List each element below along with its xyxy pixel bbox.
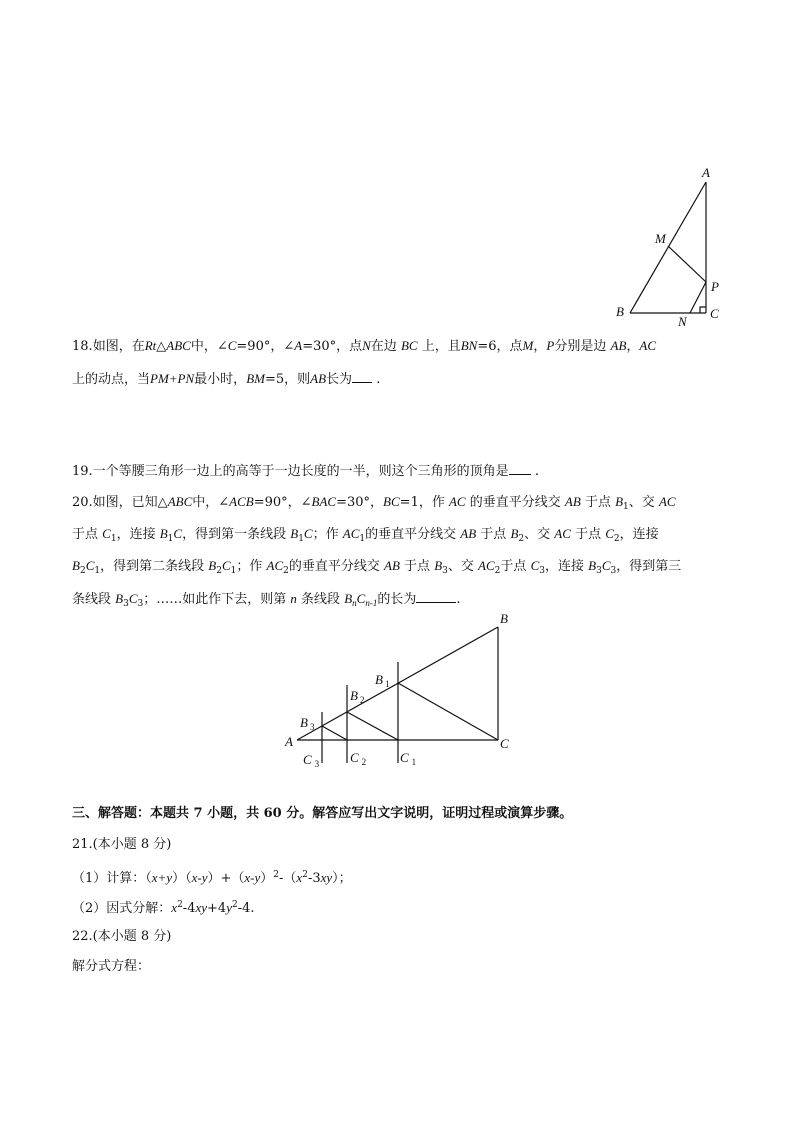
fig20-label-a: A [285, 734, 293, 749]
answer-blank-18[interactable] [352, 370, 372, 383]
q21-part-1: （1）计算：$(x+y)(x-y)+(x-y)^2-(x^2-3xy)$； [72, 870, 352, 886]
figure-20 [297, 627, 498, 763]
fig20-segment-b3c2 [322, 726, 347, 740]
answer-blank-20[interactable] [416, 590, 456, 603]
fig20-label-b2: B $_2$ [350, 688, 365, 705]
fig18-segment-pn [690, 282, 706, 313]
q21-part-2: （2）因式分解：$x^2-4xy+4y^2-4$. [72, 900, 255, 916]
q20-line-4: 条线段 $B_3C_3$；……如此作下去，则第 n 条线段 $B_nC_{n-1}$的长为 . [72, 591, 461, 609]
fig20-label-b1: B $_1$ [375, 672, 390, 689]
q18-line-2: 上的动点，当PM+PN最小时，BM=5，则AB长为 . [72, 371, 381, 387]
q20-line-1: 20.如图，已知△ABC中，∠ACB=90°，∠BAC=30°，BC=1，作 AC 的垂直平分线交 AB 于点 $B_1$、交 AC [72, 494, 676, 512]
q20-line-3: $B_2C_1$，得到第二条线段 $B_2C_1$；作 $AC_2$的垂直平分线交 AB 于点 $B_3$、交 $AC_2$于点 $C_3$，连接 $B_3C_3$，得到第三 [72, 558, 682, 576]
fig18-label-n: N [678, 314, 687, 329]
section-3-title: 三、解答题：本题共 7 小题，共 60 分。解答应写出文字说明，证明过程或演算步骤。 [72, 806, 573, 821]
q18-line-1: 18.如图，在Rt△ABC中，∠C=90°，∠A=30°，点N在边 BC 上，且BN=6，点M，P分别是边 AB，AC [72, 338, 657, 354]
fig20-label-c2: C $_2$ [350, 750, 367, 767]
q21-heading: 21.(本小题 8 分) [72, 837, 172, 852]
fig18-label-c: C [710, 306, 719, 321]
fig18-label-p: P [711, 279, 719, 294]
fig18-side-ab [630, 182, 706, 313]
fig18-label-a: A [702, 165, 710, 180]
fig20-label-c3: C $_3$ [303, 752, 320, 769]
fig20-label-c1: C $_1$ [400, 750, 417, 767]
fig20-label-b: B [500, 611, 508, 626]
answer-blank-19[interactable] [509, 462, 531, 475]
q22-body: 解分式方程： [72, 959, 151, 974]
q22-heading: 22.(本小题 8 分) [72, 929, 172, 944]
fig20-label-c: C [500, 736, 509, 751]
fig20-segment-b1c [398, 683, 498, 740]
fig18-label-m: M [655, 231, 666, 246]
fig18-right-angle-mark [700, 307, 706, 313]
fig20-segment-b2c1 [347, 712, 398, 740]
fig20-label-b3: B $_3$ [300, 715, 315, 732]
fig18-segment-mp [668, 246, 706, 282]
q20-line-2: 于点 $C_1$，连接 $B_1C$，得到第一条线段 $B_1C$；作 $AC_1$的垂直平分线交 AB 于点 $B_2$、交 AC 于点 $C_2$，连接 [72, 526, 659, 544]
q19-line: 19.一个等腰三角形一边上的高等于一边长度的一半，则这个三角形的顶角是 . [72, 464, 539, 479]
fig18-label-b: B [616, 304, 624, 319]
